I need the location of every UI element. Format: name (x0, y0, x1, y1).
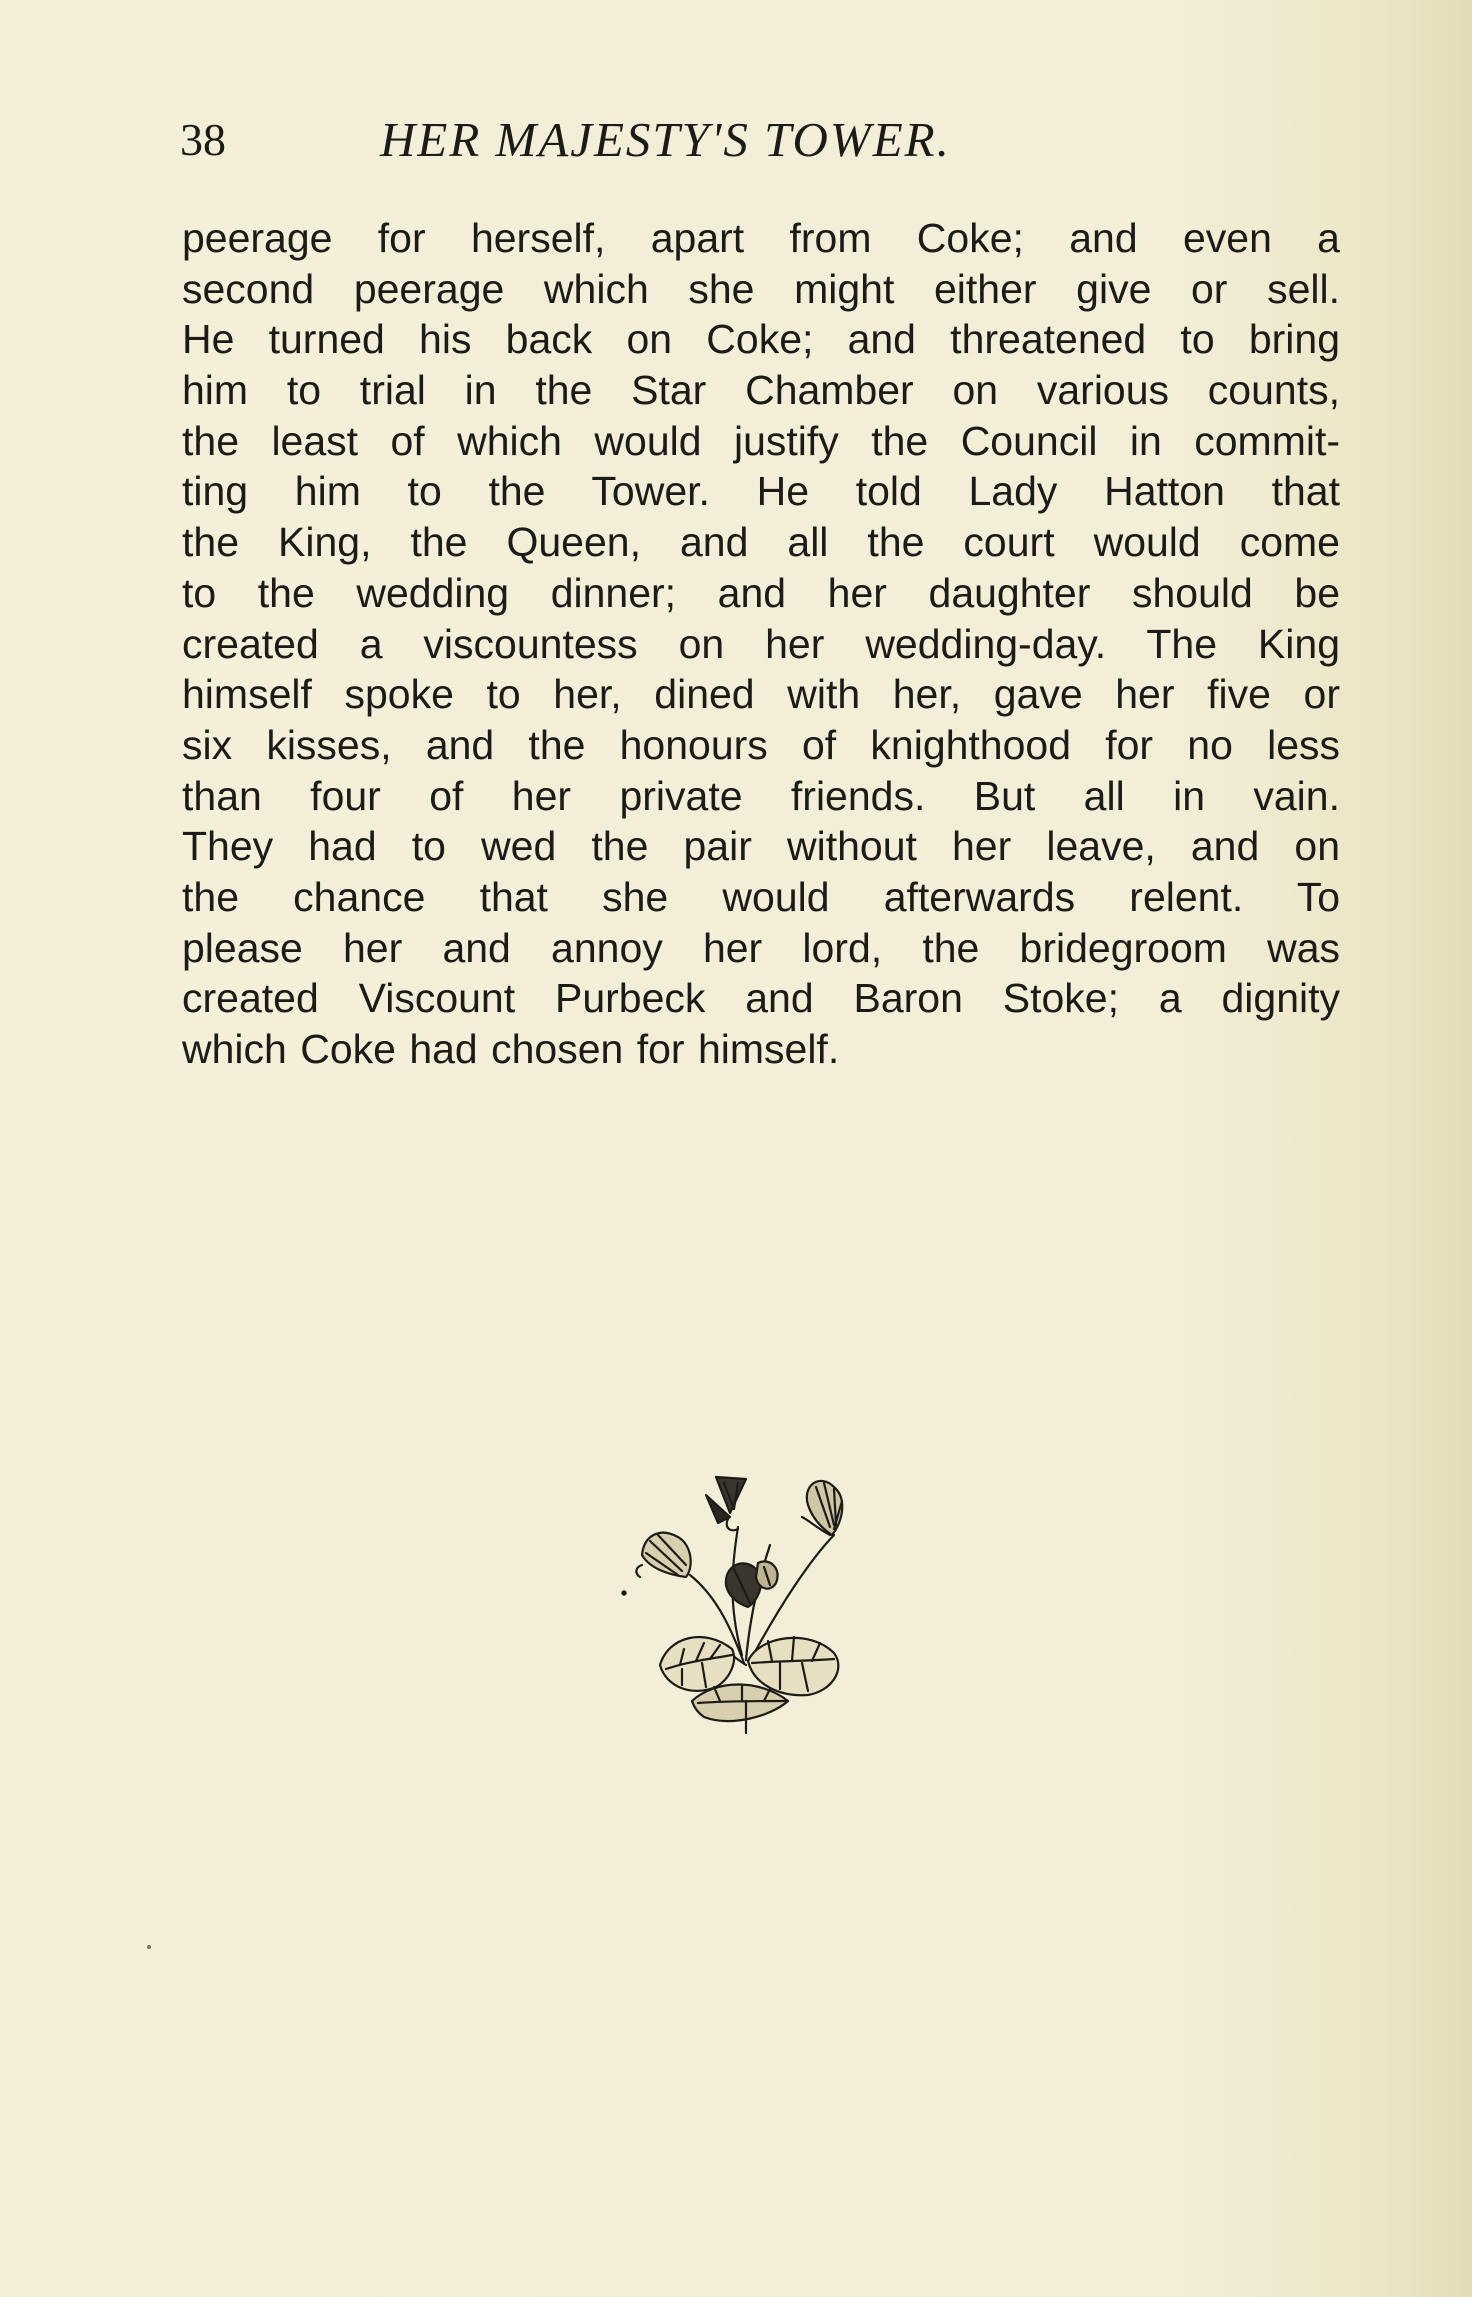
text-line: the King, the Queen, and all the court would come (182, 519, 1340, 566)
text-line: to the wedding dinner; and her daughter should be (182, 569, 1340, 616)
text-line: the least of which would justify the Council in commit- (182, 417, 1340, 464)
cyclamen-flower-icon (620, 1465, 870, 1735)
text-line: himself spoke to her, dined with her, gave her five or (182, 671, 1340, 718)
running-title: HER MAJESTY'S TOWER. (380, 112, 951, 167)
page-number: 38 (180, 114, 226, 165)
text-line: which Coke had chosen for himself. (182, 1026, 840, 1072)
text-line: second peerage which she might either give or sell. (182, 265, 1340, 312)
text-line: He turned his back on Coke; and threatened to bring (182, 316, 1340, 363)
text-line: the chance that she would afterwards relent. To (182, 873, 1340, 920)
text-line: created Viscount Purbeck and Baron Stoke; a dignity (182, 975, 1340, 1022)
text-line: created a viscountess on her wedding-day. The King (182, 620, 1340, 667)
running-head (180, 110, 1350, 170)
text-line: ting him to the Tower. He told Lady Hatton that (182, 468, 1340, 515)
text-line: him to trial in the Star Chamber on various counts, (182, 367, 1340, 414)
text-line: please her and annoy her lord, the bridegroom was (182, 924, 1340, 971)
text-line: than four of her private friends. But all in vain. (182, 772, 1340, 819)
paper-speck (147, 1945, 151, 1949)
text-line: six kisses, and the honours of knighthood for no less (182, 721, 1340, 768)
text-line: They had to wed the pair without her leave, and on (182, 823, 1340, 870)
text-line: peerage for herself, apart from Coke; and even a (182, 215, 1340, 261)
body-text (182, 213, 1340, 1075)
